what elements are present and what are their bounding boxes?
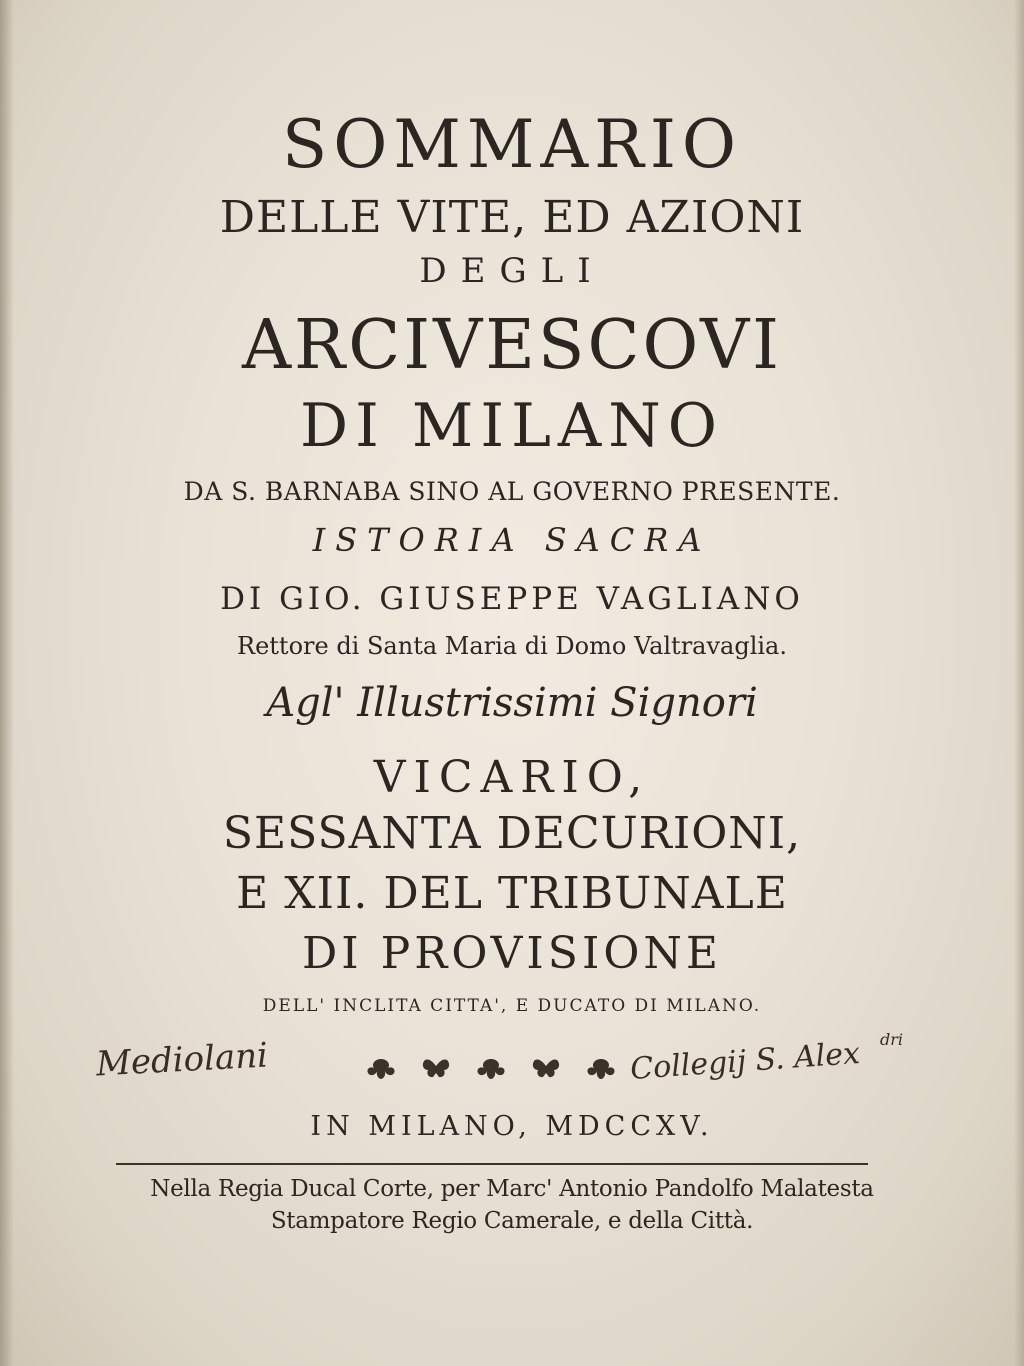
author-role: Rettore di Santa Maria di Domo Valtravaglia. (237, 632, 787, 660)
fleuron-icon (474, 1056, 508, 1082)
subtitle-arcivescovi: ARCIVESCOVI (241, 306, 783, 385)
scope-line: DA S. BARNABA SINO AL GOVERNO PRESENTE. (183, 477, 841, 506)
subtitle-degli: DEGLI (419, 251, 605, 291)
fleuron-icon (529, 1056, 563, 1082)
fleuron-icon (584, 1056, 618, 1082)
genre-line: ISTORIA SACRA (312, 521, 712, 559)
fleuron-icon (419, 1056, 453, 1082)
dedicatee-citta: DELL' INCLITA CITTA', E DUCATO DI MILANO. (262, 996, 762, 1016)
dedicatee-provisione: DI PROVISIONE (301, 928, 723, 979)
dedicatee-tribunale: E XII. DEL TRIBUNALE (236, 868, 788, 919)
author-line: DI GIO. GIUSEPPE VAGLIANO (220, 581, 804, 617)
printer-line-2: Stampatore Regio Camerale, e della Città. (270, 1208, 754, 1234)
handwritten-note-left: Mediolani (95, 1035, 269, 1085)
dedicatee-vicario: VICARIO, (373, 752, 651, 803)
handwritten-superscript: dri (880, 1030, 904, 1049)
dedication-intro: Agl' Illustrissimi Signori (266, 680, 758, 726)
subtitle-vite: DELLE VITE, ED AZIONI (219, 192, 805, 243)
printer-line-1: Nella Regia Ducal Corte, per Marc' Antonio Pandolfo Malatesta (150, 1176, 874, 1202)
ornament-row (364, 1054, 618, 1084)
fleuron-icon (364, 1056, 398, 1082)
subtitle-milano: DI MILANO (300, 391, 724, 461)
dedicatee-decurioni: SESSANTA DECURIONI, (222, 808, 802, 859)
imprint-place-date: IN MILANO, MDCCXV. (310, 1111, 714, 1142)
imprint-rule (116, 1163, 868, 1165)
handwritten-note-right: Collegij S. Alex (629, 1036, 862, 1087)
book-title: SOMMARIO (281, 106, 743, 183)
